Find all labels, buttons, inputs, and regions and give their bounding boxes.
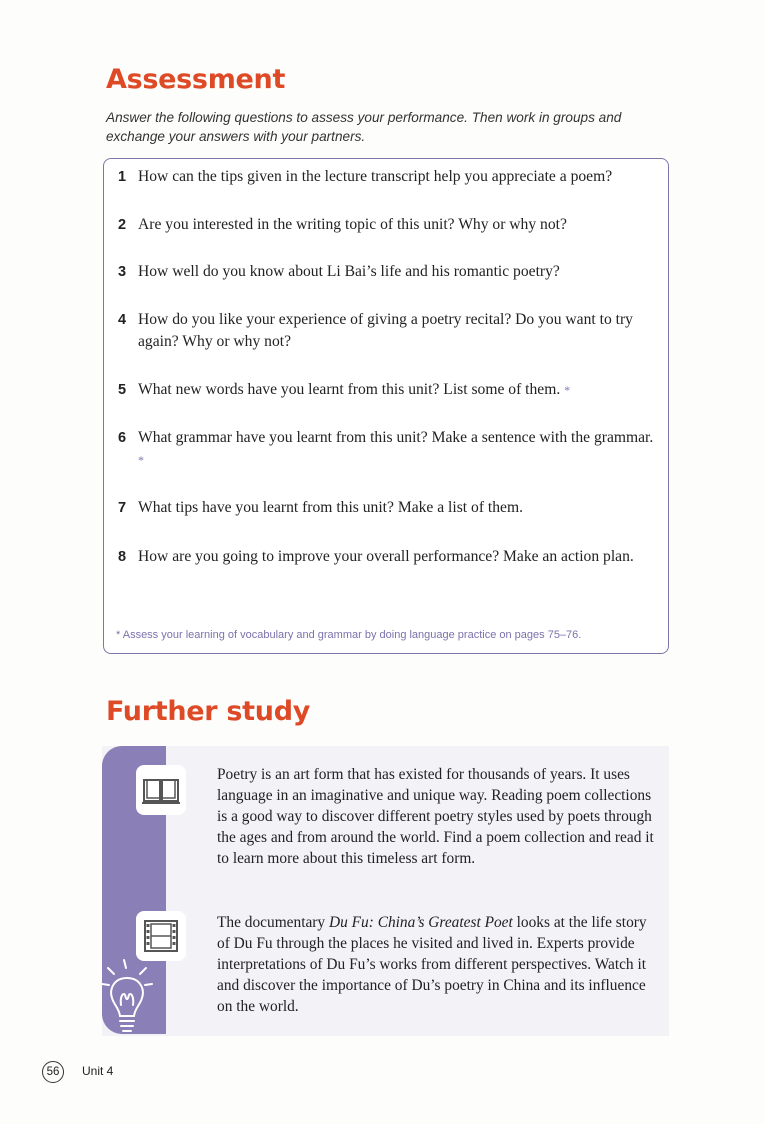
- lightbulb-icon: [100, 950, 162, 1036]
- question-text: How are you going to improve your overall performance? Make an action plan.: [138, 548, 634, 565]
- page-number: 56: [42, 1061, 64, 1083]
- assessment-intro: Answer the following questions to assess your performance. Then work in groups and exchange your answers with your partners.: [106, 110, 622, 144]
- asterisk: *: [564, 383, 571, 397]
- question-number: 4: [118, 312, 127, 328]
- question-number: 3: [118, 264, 127, 280]
- question-item: [118, 379, 658, 401]
- further-study-title: Further study: [106, 696, 311, 727]
- assessment-title: Assessment: [106, 64, 286, 95]
- question-item: [118, 214, 658, 236]
- assessment-footnote: * Assess your learning of vocabulary and grammar by doing language practice on pages 75–76.: [116, 629, 582, 641]
- question-text: How well do you know about Li Bai’s life and his romantic poetry?: [138, 263, 560, 280]
- question-text: What grammar have you learnt from this unit? Make a sentence with the grammar. *: [138, 429, 654, 467]
- question-item: [118, 166, 658, 188]
- question-item: [118, 309, 658, 353]
- question-number: 5: [118, 382, 127, 398]
- question-number: 2: [118, 217, 127, 233]
- question-number: 7: [118, 500, 127, 516]
- question-number: 8: [118, 549, 127, 565]
- question-text: How do you like your experience of giving a poetry recital? Do you want to try again? Why or why not?: [138, 311, 633, 350]
- question-text: Are you interested in the writing topic of this unit? Why or why not?: [138, 216, 567, 233]
- question-item: [118, 427, 658, 471]
- further-study-paragraph-poetry: Poetry is an art form that has existed for thousands of years. It uses language in an imaginative and unique way. Reading poem collections is a good way to discover different poetry styles used by poets through the ages and from around the world. Find a poem collection and read it to learn more about this timeless art form.: [217, 766, 654, 867]
- question-number: 1: [118, 169, 127, 185]
- question-item: [118, 497, 658, 519]
- documentary-title: Du Fu: China’s Greatest Poet: [328, 914, 513, 931]
- question-number: 6: [118, 430, 127, 446]
- questions-box: [103, 158, 669, 654]
- question-item: [118, 546, 658, 568]
- book-icon: [136, 765, 186, 815]
- question-item: [118, 261, 658, 283]
- asterisk: *: [138, 453, 144, 467]
- question-text: What tips have you learnt from this unit? Make a list of them.: [138, 499, 523, 516]
- further-study-paragraph-documentary: The documentary Du Fu: China’s Greatest Poet looks at the life story of Du Fu through the places he visited and lived in. Experts provide interpretations of Du Fu’s works from different perspectives. Watch it and discover the importance of Du’s poetry in China and its influence on the world.: [217, 914, 647, 1015]
- question-text: What new words have you learnt from this unit? List some of them. *: [138, 381, 571, 398]
- question-text: How can the tips given in the lecture transcript help you appreciate a poem?: [138, 168, 613, 185]
- unit-label: Unit 4: [82, 1064, 114, 1078]
